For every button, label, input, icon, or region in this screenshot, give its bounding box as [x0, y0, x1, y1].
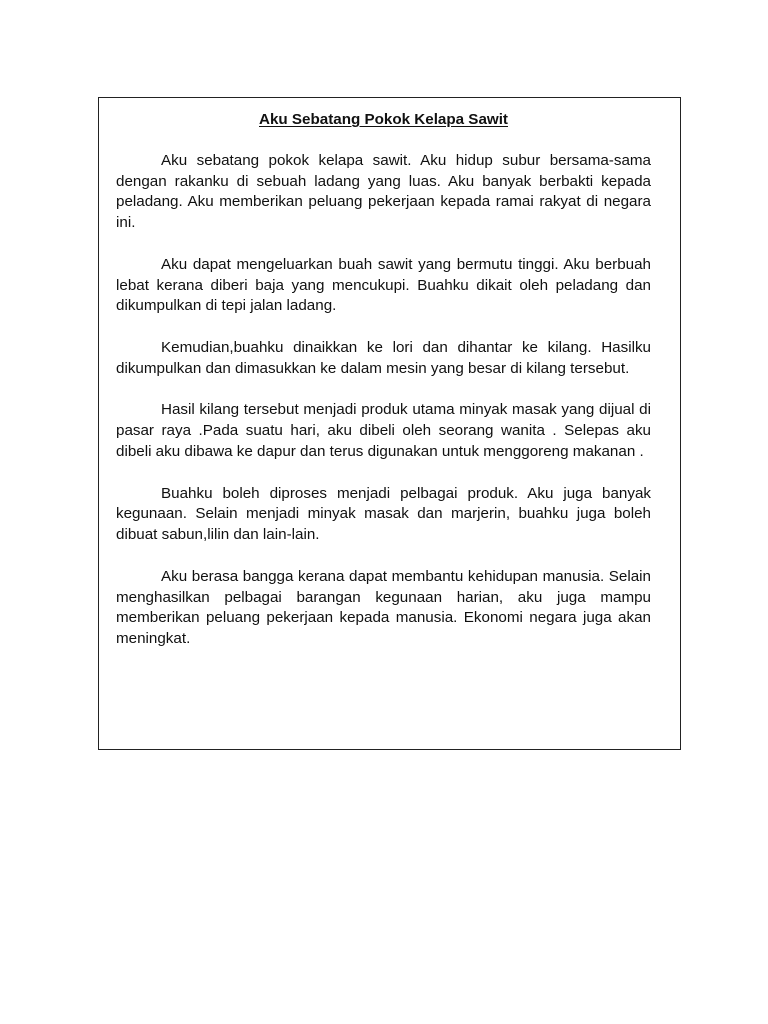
paragraph-4: Hasil kilang tersebut menjadi produk utama minyak masak yang dijual di pasar raya .Pada suatu hari, aku dibeli oleh seorang wanita . Selepas aku dibeli aku dibawa ke dapur dan terus digunakan untuk menggoreng makanan . — [116, 401, 651, 460]
paragraph-3: Kemudian,buahku dinaikkan ke lori dan dihantar ke kilang. Hasilku dikumpulkan dan dimasukkan ke dalam mesin yang besar di kilang tersebut. — [116, 338, 651, 377]
paragraph-5: Buahku boleh diproses menjadi pelbagai produk. Aku juga banyak kegunaan. Selain menjadi minyak masak dan marjerin, buahku juga boleh dibuat sabun,lilin dan lain-lain. — [116, 484, 651, 544]
paragraph-1: Aku sebatang pokok kelapa sawit. Aku hidup subur bersama-sama dengan rakanku di sebuah ladang yang luas. Aku banyak berbakti kepada peladang. Aku memberikan peluang pekerjaan kepada ramai rakyat di negara ini. — [116, 151, 651, 232]
essay-title: Aku Sebatang Pokok Kelapa Sawit — [259, 111, 508, 128]
essay-box — [98, 97, 681, 750]
paragraph-2: Aku dapat mengeluarkan buah sawit yang bermutu tinggi. Aku berbuah lebat kerana diberi baja yang mencukupi. Buahku dikait oleh peladang dan dikumpulkan di tepi jalan ladang. — [116, 255, 651, 315]
paragraph-6: Aku berasa bangga kerana dapat membantu kehidupan manusia. Selain menghasilkan pelbagai barangan kegunaan harian, aku juga mampu memberikan peluang pekerjaan kepada manusia. Ekonomi negara juga akan meningkat. — [116, 567, 651, 648]
